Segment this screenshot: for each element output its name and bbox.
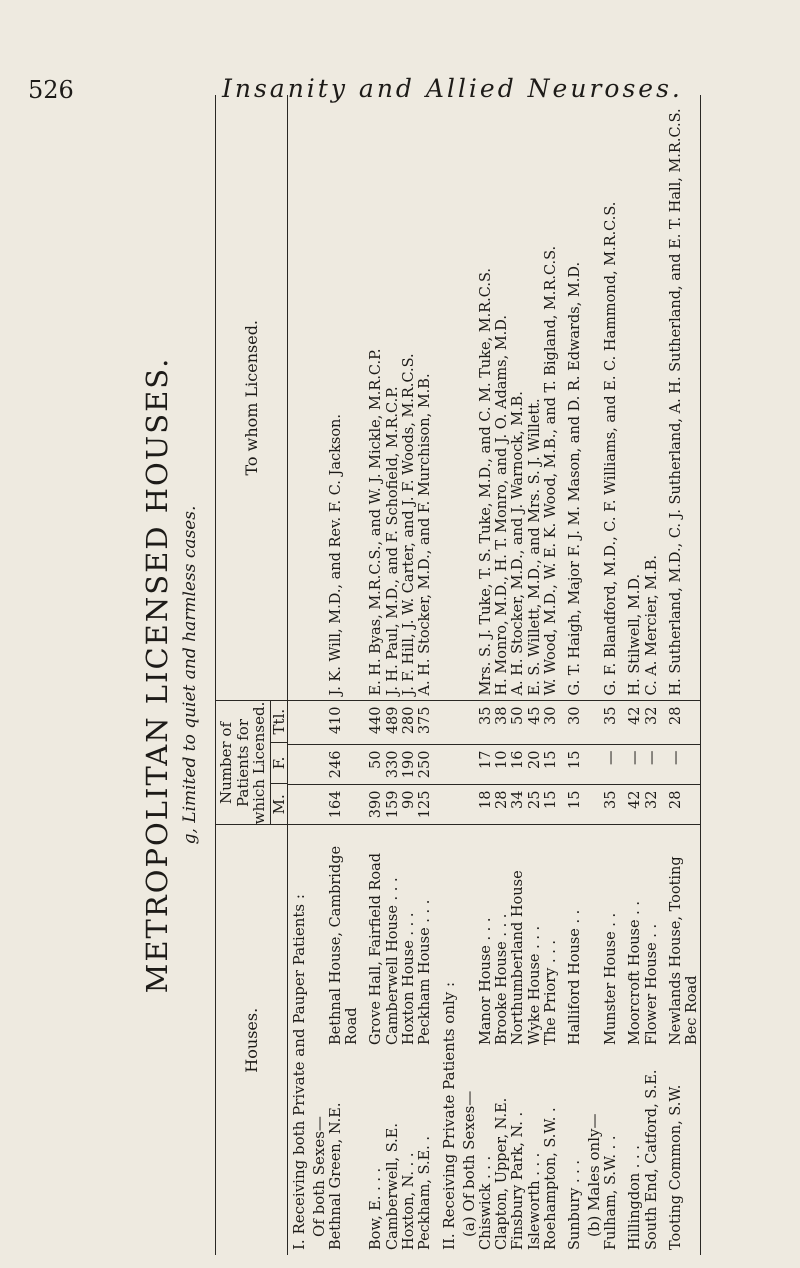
licensed-houses-table xyxy=(215,95,701,1255)
column-header-licensed-to: To whom Licensed. xyxy=(216,95,288,701)
subsection-heading: (a) Of both Sexes— xyxy=(458,95,478,1255)
column-header-females: F. xyxy=(271,742,288,783)
subsection-heading: Of both Sexes— xyxy=(308,95,328,1255)
page-number: 526 xyxy=(28,76,74,104)
rotated-table-block xyxy=(140,95,780,1255)
table-row: Sunbury . . . Halliford House . . 15 15 30 G. T. Haigh, Major F. J. M. Mason, and D. R. Edwards, M.D. xyxy=(559,95,583,1255)
column-header-total: Ttl. xyxy=(269,708,288,735)
table-row: Finsbury Park, N. . Northumberland House 34 16 50 A. H. Stocker, M.D., and J. Warnock, M.B. xyxy=(510,95,526,1255)
table-row: Hillingdon . . . Moorcroft House . . 42 — 42 H. Stilwell, M.D. xyxy=(619,95,643,1255)
column-header-males: M. xyxy=(271,783,288,824)
table-row: Bow, E. . . . Grove Hall, Fairfield Road 390 50 440 E. H. Byas, M.R.C.S., and W. J. Mickle, M.R.C.P. xyxy=(360,95,384,1255)
table-row: Roehampton, S.W. . The Priory . . . 15 15 30 W. Wood, M.D., W. E. K. Wood, M.B., and T. Bigland, M.R.C.S. xyxy=(543,95,559,1255)
table-title: METROPOLITAN LICENSED HOUSES. xyxy=(140,356,174,994)
table-row: Bethnal Green, N.E. Bethnal House, Cambridge Road 164 246 410 J. K. Will, M.D., and Rev. F. C. Jackson. xyxy=(328,95,360,1255)
table-row: Tooting Common, S.W. Newlands House, Tooting Bec Road 28 — 28 H. Sutherland, M.D., C. J. Sutherland, A. H. Sutherland, and E. T. Hall, M.R.C.S. xyxy=(660,95,701,1255)
table-row: Fulham, S.W. . . Munster House . . 35 — 35 G. F. Blandford, M.D., C. F. Williams, and E. C. Hammond, M.R.C.S. xyxy=(603,95,619,1255)
table-row: Peckham, S.E. . Peckham House . . . 125 250 375 A. H. Stocker, M.D., and F. Murchison, M.B. xyxy=(417,95,433,1255)
running-title: Insanity and Allied Neuroses. xyxy=(222,74,683,103)
table-row: Hoxton, N. . . Hoxton House . . . 90 190 280 J. F. Hill, J. W. Carter, and J. F. Woods, M.R.C.S. xyxy=(401,95,417,1255)
section-heading: I. Receiving both Private and Pauper Patients : xyxy=(288,95,308,1255)
number-caption: Number of Patients for which Licensed. xyxy=(217,701,268,825)
table-row: Chiswick . . . Manor House . . . 18 17 35 Mrs. S. J. Tuke, T. S. Tuke, M.D., and C. M. Tuke, M.R.C.S. xyxy=(478,95,494,1255)
table-row: Isleworth . . . Wyke House . . . 25 20 45 E. S. Willett, M.D., and Mrs. S. J. Willett. xyxy=(527,95,543,1255)
table-subtitle: g, Limited to quiet and harmless cases. xyxy=(180,505,200,845)
section-heading: II. Receiving Private Patients only : xyxy=(433,95,458,1255)
column-header-houses: Houses. xyxy=(216,825,288,1255)
table-row: Clapton, Upper, N.E. Brooke House . . . 28 10 38 H. Monro, M.D., H. T. Monro, and J. O. Adams, M.D. xyxy=(494,95,510,1255)
table-row: Camberwell, S.E. Camberwell House . . . 159 330 489 J. H. Paul, M.D., and F. Schofield, M.R.C.P. xyxy=(385,95,401,1255)
table-row: South End, Catford, S.E. Flower House . . 32 — 32 C. A. Mercier, M.B. xyxy=(644,95,660,1255)
subsection-heading: (b) Males only— xyxy=(583,95,603,1255)
column-header-number xyxy=(216,701,288,825)
